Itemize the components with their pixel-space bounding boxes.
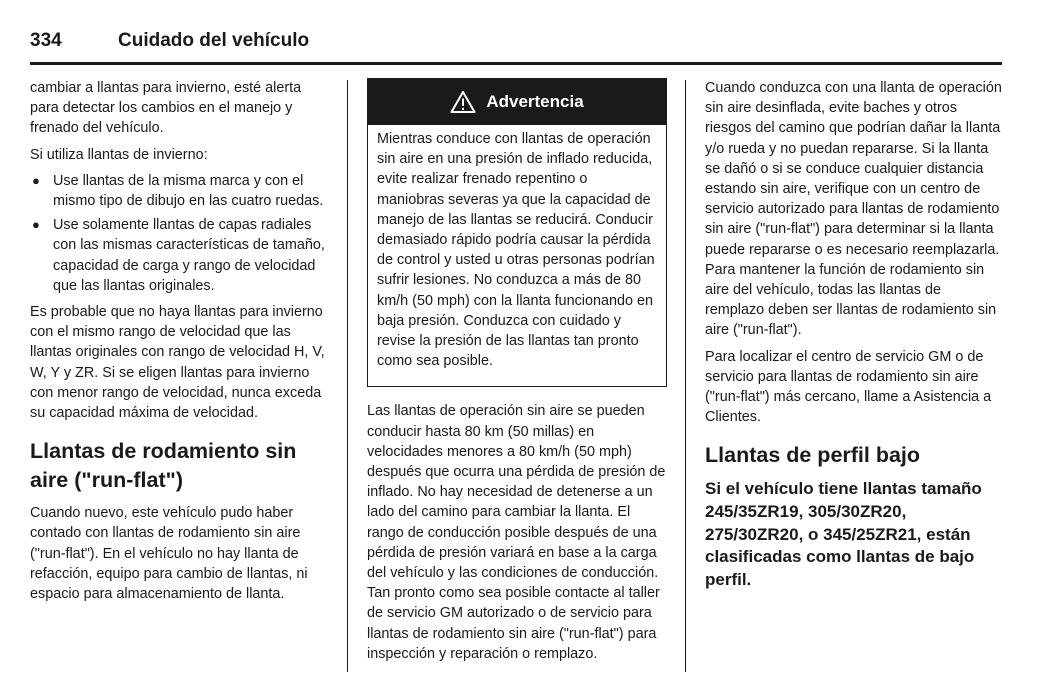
warning-text: Mientras conduce con llantas de operación sin aire en una presión de inflado reducida, evite realizar frenado repentino o maniobras severas ya que la capacidad de manejo de las llantas se reducirá. Conducir demasiado rápido podría causar la pérdida de control y usted u otras personas podrían sufrir lesiones. No conduzca a más de 80 km/h (50 mph) con la llanta funcionando en baja presión. Conduzca con cuidado y revise la presión de las llantas tan pronto como sea posible. <box>377 131 655 370</box>
page-number: 334 <box>30 30 62 51</box>
warning-box <box>367 78 667 387</box>
list-item-text: Use llantas de la misma marca y con el mismo tipo de dibujo en las cuatro ruedas. <box>53 172 324 210</box>
column-middle <box>367 78 667 670</box>
list-item-text: Use solamente llantas de capas radiales con las mismas características de tamaño, capacidad de carga y rango de velocidad que las llantas originales. <box>53 217 325 294</box>
section-heading-low-profile: Llantas de perfil bajo <box>705 443 921 468</box>
bullet-icon: ● <box>32 217 40 233</box>
section-heading-run-flat: Llantas de rodamiento sin aire ("run-flat") <box>30 439 297 493</box>
page-header <box>30 30 1000 58</box>
list-item <box>30 171 330 211</box>
warning-header <box>368 79 666 125</box>
winter-tire-list <box>30 171 330 296</box>
paragraph-winter-intro: cambiar a llantas para invierno, esté alerta para detectar los cambios en el manejo y frenado del vehículo. <box>30 80 302 137</box>
paragraph-winter-lead: Si utiliza llantas de invierno: <box>30 146 208 163</box>
paragraph-run-flat-intro: Cuando nuevo, este vehículo pudo haber contado con llantas de rodamiento sin aire ("run-flat"). En el vehículo no hay llanta de refacción, equipo para cambio de llantas, ni espacio para almacenamiento de llanta. <box>30 505 308 603</box>
low-profile-sizes: Si el vehículo tiene llantas tamaño 245/35ZR19, 305/30ZR20, 275/30ZR20, o 345/25ZR21, están clasificadas como llantas de bajo perfil. <box>705 479 982 589</box>
column-left <box>30 78 330 610</box>
paragraph-run-flat-range: Las llantas de operación sin aire se pueden conducir hasta 80 km (50 millas) en velocidades menores a 80 km/h (50 mph) después que ocurra una pérdida de presión de inflado. No hay necesidad de detenerse a un lado del camino para cambiar la llanta. El rango de conducción posible después de una pérdida de presión variará en base a la carga del vehículo y las condiciones de conducción. Tan pronto como sea posible contacte al taller de servicio GM autorizado o de servicio para llantas de rodamiento sin aire ("run-flat") para inspección y reparación o remplazo. <box>367 403 666 662</box>
paragraph-deflated-driving: Cuando conduzca con una llanta de operación sin aire desinflada, evite baches y otros riesgos del camino que podrían dañar la llanta y/o rueda y no puedan repararse. Si la llanta se dañó o si se conduce cualquier distancia estando sin aire, verifique con un centro de servicio autorizado para llantas de rodamiento sin aire ("run-flat") para determinar si la llanta puede repararse o es necesario reemplazarla. Para mantener la función de rodamiento sin aire del vehículo, todas las llantas de remplazo deben ser llantas de rodamiento sin aire ("run-flat"). <box>705 80 1002 339</box>
bullet-icon: ● <box>32 172 40 188</box>
column-divider-1 <box>347 80 348 672</box>
paragraph-speed-rating: Es probable que no haya llantas para invierno con el mismo rango de velocidad que las llantas originales con rango de velocidad H, V, W, Y y ZR. Si se eligen llantas para invierno con menor rango de velocidad, nunca exceda su capacidad máxima de velocidad. <box>30 304 325 422</box>
list-item <box>30 215 330 296</box>
warning-title: Advertencia <box>486 91 584 111</box>
paragraph-service-center: Para localizar el centro de servicio GM o de servicio para llantas de rodamiento sin aire ("run-flat") más cercano, llame a Asistencia a Clientes. <box>705 348 992 426</box>
column-divider-2 <box>685 80 686 672</box>
header-rule <box>30 62 1002 65</box>
running-title: Cuidado del vehículo <box>118 30 310 51</box>
warning-triangle-icon <box>450 90 476 114</box>
column-right <box>705 78 1003 597</box>
